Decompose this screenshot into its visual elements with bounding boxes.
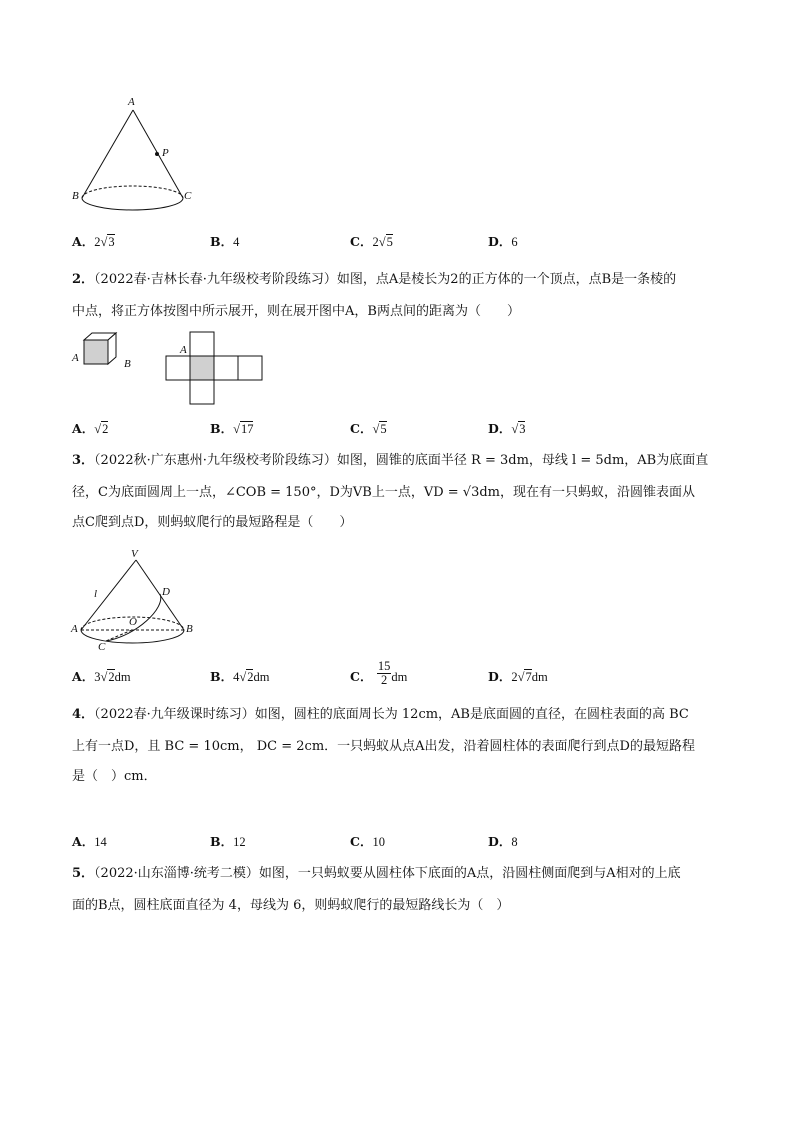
question-number: 3． [72,453,95,468]
question-5 [72,865,732,915]
sqrt-symbol: √5 [378,235,393,249]
figure-cube [70,330,270,408]
sqrt-symbol: √3 [511,422,526,436]
cube-diagram [70,330,270,408]
label-o: O [129,616,137,628]
label-d: D [162,586,170,598]
sqrt-symbol: √2 [94,422,109,436]
sqrt-symbol: √7 [517,670,532,684]
question-text: 如图，一只蚂蚁要从圆柱体下底面的A点，沿圆柱侧面爬到与A相对的上底 [258,866,681,881]
question-source: （2022秋·广东惠州·九年级校考阶段练习） [94,453,337,468]
q1-option-b[interactable]: B．4 [210,234,240,249]
label-a-net: A [180,344,187,356]
question-text: 径，C为底面圆周上一点，∠COB = 150°，D为VB上一点，VD = √3dm，现在有一只蚂蚁，沿圆锥表面从 [72,485,696,500]
q4-option-c[interactable]: C．10 [350,834,385,849]
question-number: 4． [72,707,95,722]
label-p: P [162,147,169,159]
sqrt-symbol: √17 [233,422,254,436]
label-a: A [72,352,79,364]
question-2 [72,271,732,321]
question-number: 2． [72,272,95,287]
q3-option-c[interactable]: C． $\frac{15}{2}$ dm [350,659,408,687]
q4-option-b[interactable]: B．12 [210,834,246,849]
q1-option-c[interactable]: C．2√5 [350,234,393,249]
sqrt-symbol: √3 [100,235,115,249]
sqrt-symbol: √2 [100,670,115,684]
label-c: C [184,190,192,202]
question-text: 如图，点A是棱长为2的正方体的一个顶点，点B是一条棱的 [336,272,677,287]
label-a: A [71,623,78,635]
q2-option-d[interactable]: D．√3 [488,421,526,436]
question-text: 中点，将正方体按图中所示展开，则在展开图中A，B两点间的距离为（ ） [72,304,520,319]
question-text: 是（ ）cm． [72,769,157,784]
q1-option-a[interactable]: A．2√3 [72,234,115,249]
q3-option-d[interactable]: D．2√7dm [488,669,548,684]
question-source: （2022春·九年级课时练习） [94,707,255,722]
question-text: 面的B点，圆柱底面直径为 4，母线为 6，则蚂蚁爬行的最短路线长为（ ） [72,898,510,913]
question-4 [72,706,732,786]
question-text: 上有一点D，且 BC = 10cm， DC = 2cm．一只蚂蚁从点A出发，沿着圆柱体的表面爬行到点D的最短路程 [72,739,695,754]
q3-option-b[interactable]: B．4√2dm [210,669,270,684]
question-text: 如图，圆锥的底面半径 R = 3dm，母线 l = 5dm，AB为底面直 [336,453,709,468]
q4-option-d[interactable]: D．8 [488,834,518,849]
sqrt-symbol: √2 [239,670,254,684]
question-text: 如图，圆柱的底面周长为 12cm，AB是底面圆的直径，在圆柱表面的高 BC [254,707,689,722]
question-source: （2022春·吉林长春·九年级校考阶段练习） [94,272,337,287]
figure-cone-1 [70,98,200,210]
sqrt-symbol: √5 [372,422,387,436]
label-v: V [131,548,138,560]
q2-option-a[interactable]: A．√2 [72,421,109,436]
q2-option-c[interactable]: C．√5 [350,421,387,436]
fraction: $\frac{15}{2}$ [377,659,391,687]
question-3 [72,452,732,532]
label-b: B [124,358,131,370]
q1-option-d[interactable]: D．6 [488,234,518,249]
label-b: B [186,623,193,635]
label-l: l [94,588,98,600]
q3-option-a[interactable]: A．3√2dm [72,669,131,684]
question-text: 点C爬到点D，则蚂蚁爬行的最短路程是（ ） [72,515,353,530]
label-c: C [98,641,106,653]
question-source: （2022·山东淄博·统考二模） [94,866,259,881]
q2-option-b[interactable]: B．√17 [210,421,254,436]
cone-diagram-1 [70,98,200,210]
q4-option-a[interactable]: A．14 [72,834,107,849]
figure-cone-3 [66,548,206,656]
label-a: A [128,96,135,108]
label-b: B [72,190,79,202]
question-number: 5． [72,866,95,881]
cone-diagram-3 [66,548,206,656]
